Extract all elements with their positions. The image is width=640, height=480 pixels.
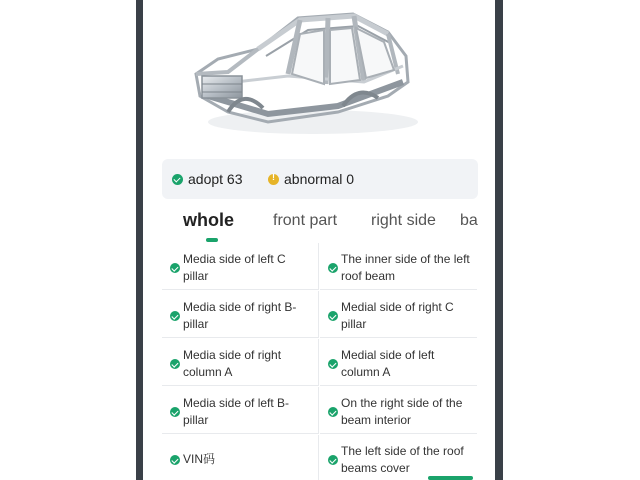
check-circle-icon <box>172 174 183 185</box>
inspection-item[interactable] <box>162 291 319 338</box>
adopt-count <box>172 171 243 187</box>
app-screen <box>143 0 495 480</box>
inspection-item-label: The left side of the roof beams cover <box>341 444 464 475</box>
bottom-action-button[interactable] <box>428 476 473 480</box>
check-circle-icon <box>328 263 338 273</box>
inspection-item[interactable] <box>320 291 477 338</box>
inspection-item-label: Medial side of left column A <box>341 348 435 379</box>
check-circle-icon <box>170 455 180 465</box>
check-circle-icon <box>328 455 338 465</box>
section-tabs <box>162 204 495 244</box>
inspection-item[interactable] <box>162 243 319 290</box>
check-circle-icon <box>170 311 180 321</box>
check-circle-icon <box>328 407 338 417</box>
adopt-count-label: adopt 63 <box>188 171 243 187</box>
check-circle-icon <box>328 359 338 369</box>
car-body-frame-illustration <box>188 4 418 139</box>
inspection-item[interactable] <box>162 339 319 386</box>
inspection-item-label: The inner side of the left roof beam <box>341 252 470 283</box>
warning-circle-icon <box>268 174 279 185</box>
inspection-item[interactable] <box>320 339 477 386</box>
tab-front-part[interactable]: front part <box>273 212 338 229</box>
inspection-item[interactable] <box>320 435 477 480</box>
tab-right-side[interactable]: right side <box>371 212 436 229</box>
inspection-item[interactable] <box>162 435 319 480</box>
inspection-item-label: Medial side of right C pillar <box>341 300 454 331</box>
check-circle-icon <box>170 359 180 369</box>
abnormal-count-label: abnormal 0 <box>284 171 355 187</box>
check-circle-icon <box>170 263 180 273</box>
inspection-item-label: Media side of left C pillar <box>183 252 286 283</box>
inspection-item-label: Media side of right B-pillar <box>183 300 297 331</box>
inspection-item[interactable] <box>320 387 477 434</box>
device-frame-right <box>495 0 503 480</box>
inspection-item[interactable] <box>320 243 477 290</box>
device-frame-left <box>136 0 143 480</box>
inspection-item-label: On the right side of the beam interior <box>341 396 463 427</box>
inspection-item-label: Media side of left B-pillar <box>183 396 290 427</box>
inspection-item-label: Media side of right column A <box>183 348 282 379</box>
car-body-image <box>143 0 495 150</box>
tab-whole[interactable]: whole <box>183 210 235 230</box>
inspection-item-label: VIN码 <box>183 452 216 466</box>
check-circle-icon <box>170 407 180 417</box>
tab-back[interactable]: ba <box>460 212 478 229</box>
active-tab-indicator <box>206 238 218 242</box>
inspection-item[interactable] <box>162 387 319 434</box>
abnormal-count <box>268 171 354 187</box>
inspection-summary <box>162 159 478 199</box>
check-circle-icon <box>328 311 338 321</box>
